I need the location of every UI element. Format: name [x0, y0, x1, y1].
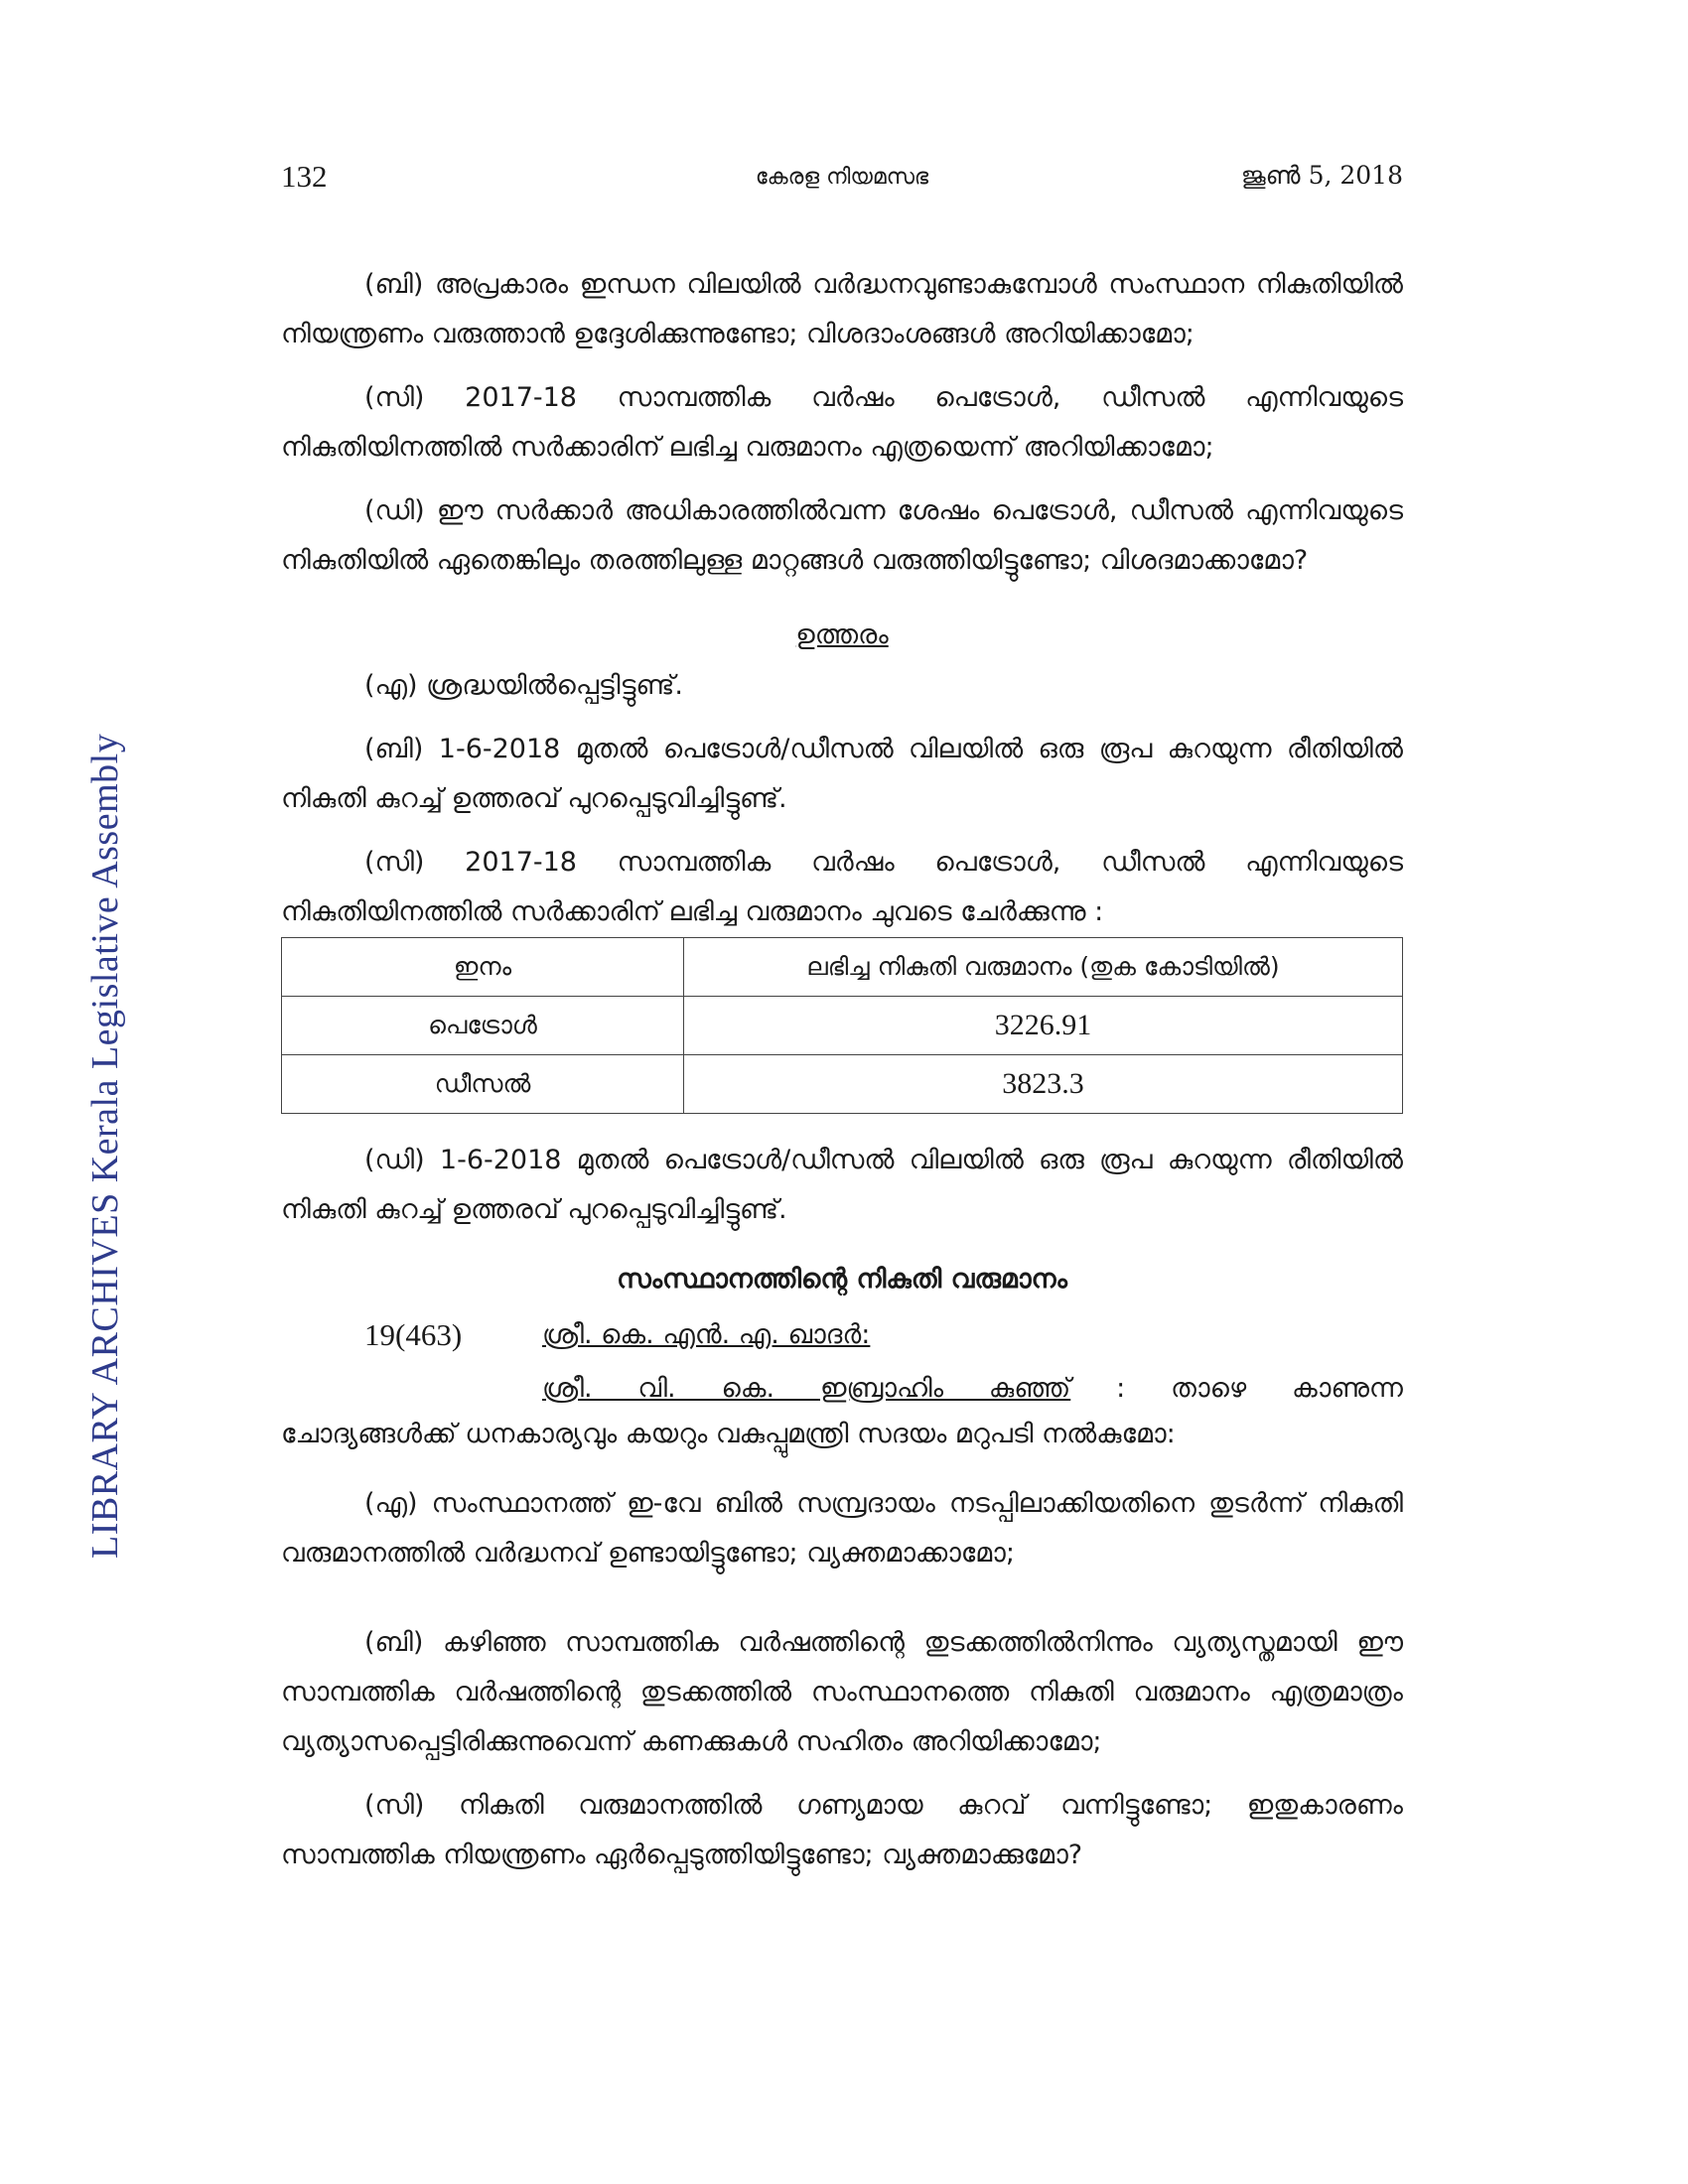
document-page [281, 0, 1403, 2184]
question-number: 19(463) [364, 1317, 463, 1352]
section-title: സംസ്ഥാനത്തിന്റെ നികുതി വരുമാനം [617, 1264, 1067, 1295]
answer-b: (ബി) 1-6-2018 മുതൽ പെട്രോൾ/ഡീസൽ വിലയിൽ ഒരു രൂപ കുറയുന്ന രീതിയിൽ നികുതി കുറച്ച് ഉത്തരവ് പുറപ്പെടുവിച്ചിട്ടുണ്ട്. [281, 734, 1403, 814]
answer-d: (ഡി) 1-6-2018 മുതൽ പെട്രോൾ/ഡീസൽ വിലയിൽ ഒരു രൂപ കുറയുന്ന രീതിയിൽ നികുതി കുറച്ച് ഉത്തരവ് പുറപ്പെടുവിച്ചിട്ടുണ്ട്. [281, 1145, 1403, 1225]
next-question-a: (എ) സംസ്ഥാനത്ത് ഇ-വേ ബിൽ സമ്പ്രദായം നടപ്പിലാക്കിയതിനെ തുടർന്ന് നികുതി വരുമാനത്തിൽ വർദ്ധനവ് ഉണ്ടായിട്ടുണ്ടോ; വ്യക്തമാക്കാമോ; [281, 1488, 1403, 1569]
next-question-c: (സി) നികുതി വരുമാനത്തിൽ ഗണ്യമായ കുറവ് വന്നിട്ടുണ്ടോ; ഇതുകാരണം സാമ്പത്തിക നിയന്ത്രണം ഏർപ്പെടുത്തിയിട്ടുണ്ടോ; വ്യക്തമാക്കുമോ? [281, 1790, 1403, 1870]
answer-heading: ഉത്തരം [795, 619, 889, 650]
table-cell: പെട്രോൾ [282, 997, 684, 1055]
next-question-b: (ബി) കഴിഞ്ഞ സാമ്പത്തിക വർഷത്തിന്റെ തുടക്കത്തിൽനിന്നും വ്യത്യസ്തമായി ഈ സാമ്പത്തിക വർഷത്തിന്റെ തുടക്കത്തിൽ സംസ്ഥാനത്തെ നികുതി വരുമാനം എത്രമാത്രം വ്യത്യാസപ്പെട്ടിരിക്കുന്നുവെന്ന് കണക്കുകൾ സഹിതം അറിയിക്കാമോ; [281, 1627, 1403, 1757]
table-cell: ഡീസൽ [282, 1055, 684, 1114]
page-header [281, 159, 1403, 203]
archive-watermark: LIBRARY ARCHIVES Kerala Legislative Assembly [84, 733, 126, 1559]
tax-revenue-table [281, 937, 1403, 1114]
table-header-row [282, 938, 1403, 997]
page-body [281, 260, 1403, 1880]
answer-a: (എ) ശ്രദ്ധയിൽപ്പെട്ടിട്ടുണ്ട്. [364, 670, 683, 701]
table-header: ലഭിച്ച നികുതി വരുമാനം (തുക കോടിയിൽ) [684, 938, 1403, 997]
member-name-2: ശ്രീ. വി. കെ. ഇബ്രാഹിം കുഞ്ഞ് [542, 1373, 1071, 1404]
question-b: (ബി) അപ്രകാരം ഇന്ധന വിലയിൽ വർദ്ധനവുണ്ടാകുമ്പോൾ സംസ്ഥാന നികുതിയിൽ നിയന്ത്രണം വരുത്താൻ ഉദ്ദേശിക്കുന്നുണ്ടോ; വിശദാംശങ്ങൾ അറിയിക്കാമോ; [281, 269, 1403, 349]
question-intro: ചോദ്യങ്ങൾക്ക് ധനകാര്യവും കയറും വകുപ്പുമന്ത്രി സദയം മറുപടി നൽകുമോ: [281, 1419, 1176, 1449]
table-cell: 3823.3 [684, 1055, 1403, 1114]
member-line-2 [281, 1366, 1403, 1412]
page-number: 132 [281, 159, 328, 194]
answer-c: (സി) 2017-18 സാമ്പത്തിക വർഷം പെട്രോൾ, ഡീസൽ എന്നിവയുടെ നികുതിയിനത്തിൽ സർക്കാരിന് ലഭിച്ച വരുമാനം ചുവടെ ചേർക്കുന്നു : [281, 847, 1403, 927]
question-d: (ഡി) ഈ സർക്കാർ അധികാരത്തിൽവന്ന ശേഷം പെട്രോൾ, ഡീസൽ എന്നിവയുടെ നികുതിയിൽ ഏതെങ്കിലും തരത്തിലുള്ള മാറ്റങ്ങൾ വരുത്തിയിട്ടുണ്ടോ; വിശദമാക്കാമോ? [281, 495, 1403, 576]
running-title: കേരള നിയമസഭ [755, 165, 929, 190]
table-row [282, 1055, 1403, 1114]
question-c: (സി) 2017-18 സാമ്പത്തിക വർഷം പെട്രോൾ, ഡീസൽ എന്നിവയുടെ നികുതിയിനത്തിൽ സർക്കാരിന് ലഭിച്ച വരുമാനം എത്രയെന്ന് അറിയിക്കാമോ; [281, 382, 1403, 463]
table-cell: 3226.91 [684, 997, 1403, 1055]
table-row [282, 997, 1403, 1055]
intro-tail: : താഴെ കാണുന്ന [1116, 1373, 1403, 1404]
question-number-line [281, 1312, 1403, 1358]
member-name-1: ശ്രീ. കെ. എൻ. എ. ഖാദർ: [542, 1319, 871, 1350]
table-header: ഇനം [282, 938, 684, 997]
header-date: ജൂൺ 5, 2018 [1240, 161, 1403, 190]
